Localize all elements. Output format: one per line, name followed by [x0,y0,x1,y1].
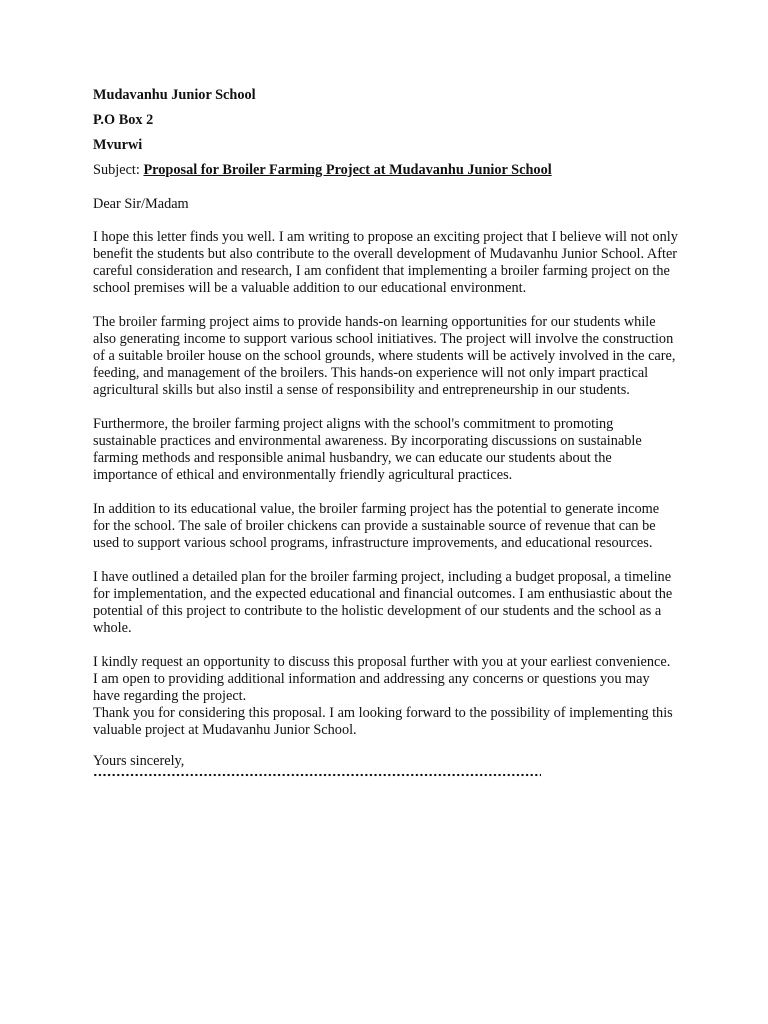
address-town: Mvurwi [93,137,143,153]
paragraph-income: In addition to its educational value, the broiler farming project has the potential to generate income for the school. The sale of broiler chickens can provide a sustainable source of revenue that can be used to support various school programs, infrastructure improvements, and educational resources. [93,501,660,551]
address-po-box: P.O Box 2 [93,112,154,128]
signature-dotted-line [93,772,541,778]
subject-line [93,161,678,179]
closing: Yours sincerely, [93,753,185,769]
paragraph-sustainability: Furthermore, the broiler farming project aligns with the school's commitment to promoting sustainable practices and environmental awareness. By incorporating discussions on sustainable farming methods and responsible animal husbandry, we can educate our students about the importance of ethical and environmentally friendly agricultural practices. [93,416,642,483]
salutation: Dear Sir/Madam [93,196,189,212]
paragraph-project-aims: The broiler farming project aims to provide hands-on learning opportunities for our students while also generating income to support various school initiatives. The project will involve the construction of a suitable broiler house on the school grounds, where students will be actively involved in the care, feeding, and management of the broilers. This hands-on experience will not only impart practical agricultural skills but also instil a sense of responsibility and entrepreneurship in our students. [93,314,676,398]
address-school: Mudavanhu Junior School [93,87,256,103]
paragraph-request: I kindly request an opportunity to discuss this proposal further with you at your earliest convenience. I am open to providing additional information and addressing any concerns or questions you may have regarding the project. [93,654,671,704]
subject-label: Subject: [93,162,144,178]
paragraph-plan: I have outlined a detailed plan for the broiler farming project, including a budget proposal, a timeline for implementation, and the expected educational and financial outcomes. I am enthusiastic about the potential of this project to contribute to the holistic development of our students and the school as a whole. [93,569,673,636]
subject-text: Proposal for Broiler Farming Project at Mudavanhu Junior School [143,162,552,178]
paragraph-intro: I hope this letter finds you well. I am writing to propose an exciting project that I believe will not only benefit the students but also contribute to the overall development of Mudavanhu Junior School. After careful consideration and research, I am confident that implementing a broiler farming project on the school premises will be a valuable addition to our educational environment. [93,229,678,296]
paragraph-thanks: Thank you for considering this proposal. I am looking forward to the possibility of implementing this valuable project at Mudavanhu Junior School. [93,705,673,738]
letter-page [93,86,678,778]
